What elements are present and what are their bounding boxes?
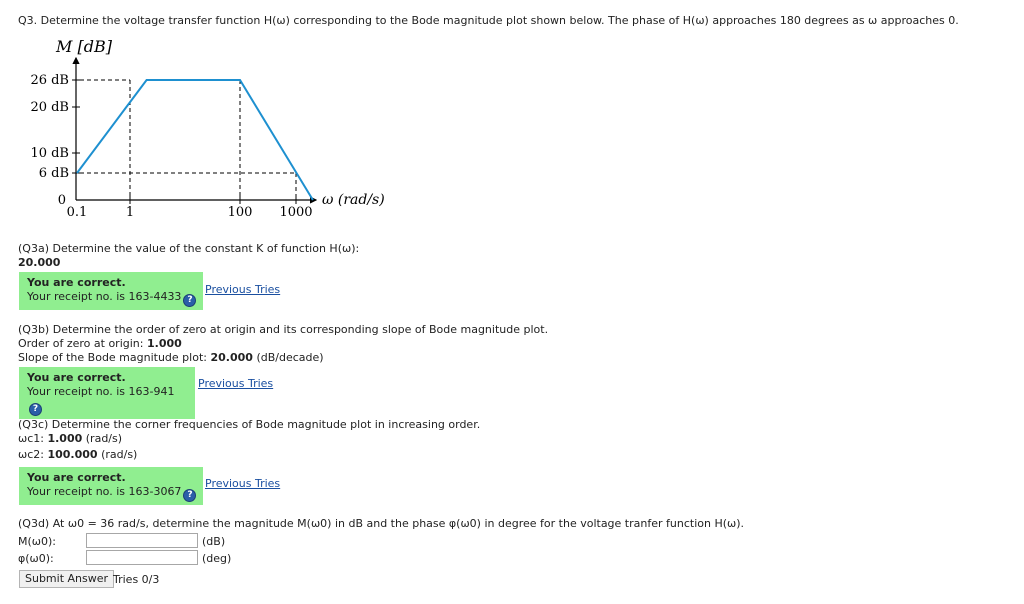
q3b-receipt: Your receipt no. is 163-941: [27, 385, 175, 398]
question-text: Q3. Determine the voltage transfer function H(ω) corresponding to the Bode magnitude plot shown below. The phase of H(ω) approaches 180 degrees as ω approaches 0.: [18, 14, 959, 27]
q3c-wc1-value: 1.000: [47, 432, 83, 445]
q3a-answer: 20.000: [18, 256, 61, 269]
x-tick-100: 100: [227, 205, 253, 220]
q3c-wc2-unit: (rad/s): [101, 448, 138, 461]
x-tick-0.1: 0.1: [66, 205, 88, 220]
q3b-slope-value: 20.000: [210, 351, 253, 364]
magnitude-input[interactable]: [86, 533, 198, 548]
q3c-wc1-label: ωc1:: [18, 432, 44, 445]
q3b-previous-tries-link[interactable]: Previous Tries: [198, 377, 274, 390]
q3b-prompt: (Q3b) Determine the order of zero at origin and its corresponding slope of Bode magnitude plot.: [18, 323, 549, 336]
q3c-correct-box: [19, 467, 203, 505]
q3a-prompt: (Q3a) Determine the value of the constant K of function H(ω):: [18, 242, 360, 255]
q3a-status: You are correct.: [27, 276, 126, 289]
q3b-order-value: 1.000: [146, 337, 182, 350]
q3b-slope-label: Slope of the Bode magnitude plot:: [18, 351, 207, 364]
tries-counter: Tries 0/3: [113, 573, 160, 586]
y-tick-6: 6 dB: [38, 166, 69, 181]
q3b-slope-line: [18, 351, 324, 364]
q3c-prompt: (Q3c) Determine the corner frequencies of Bode magnitude plot in increasing order.: [18, 418, 481, 431]
magnitude-curve: [77, 80, 313, 200]
q3c-previous-tries-link[interactable]: Previous Tries: [205, 477, 281, 490]
help-icon[interactable]: ?: [183, 489, 196, 502]
help-icon[interactable]: ?: [183, 294, 196, 307]
y-tick-0: 0: [57, 193, 66, 208]
x-tick-1: 1: [125, 205, 135, 220]
q3b-correct-box: [19, 367, 195, 419]
y-tick-10: 10 dB: [30, 146, 69, 161]
q3a-correct-box: [19, 272, 203, 310]
q3b-slope-unit: (dB/decade): [256, 351, 324, 364]
q3c-wc1-unit: (rad/s): [85, 432, 123, 445]
q3a-previous-tries-link[interactable]: Previous Tries: [205, 283, 281, 296]
q3d-phi-label: φ(ω0):: [18, 552, 54, 565]
q3c-wc2-label: ωc2:: [18, 448, 44, 461]
q3a-receipt: Your receipt no. is 163-4433: [27, 290, 182, 303]
y-axis-label: M [dB]: [56, 37, 112, 56]
q3d-m-label: M(ω0):: [18, 535, 56, 548]
bode-plot: [20, 32, 400, 227]
q3d-m-unit: (dB): [202, 535, 226, 548]
y-tick-20: 20 dB: [30, 100, 69, 115]
q3b-status: You are correct.: [27, 371, 126, 384]
q3c-receipt: Your receipt no. is 163-3067: [27, 485, 182, 498]
q3c-status: You are correct.: [27, 471, 126, 484]
help-icon[interactable]: ?: [29, 403, 42, 416]
q3c-wc2-value: 100.000: [47, 448, 98, 461]
x-axis-label: ω (rad/s): [322, 192, 385, 208]
phase-input[interactable]: [86, 550, 198, 565]
y-tick-26: 26 dB: [30, 73, 69, 88]
q3d-phi-unit: (deg): [202, 552, 232, 565]
submit-answer-button[interactable]: Submit Answer: [19, 570, 114, 588]
q3b-order-line: [18, 337, 182, 350]
q3c-wc1-line: [18, 432, 122, 445]
q3c-wc2-line: [18, 448, 137, 461]
q3b-order-label: Order of zero at origin:: [18, 337, 144, 350]
q3d-prompt: (Q3d) At ω0 = 36 rad/s, determine the magnitude M(ω0) in dB and the phase φ(ω0) in degree for the voltage tranfer function H(ω).: [18, 517, 745, 530]
x-tick-1000: 1000: [279, 205, 313, 220]
